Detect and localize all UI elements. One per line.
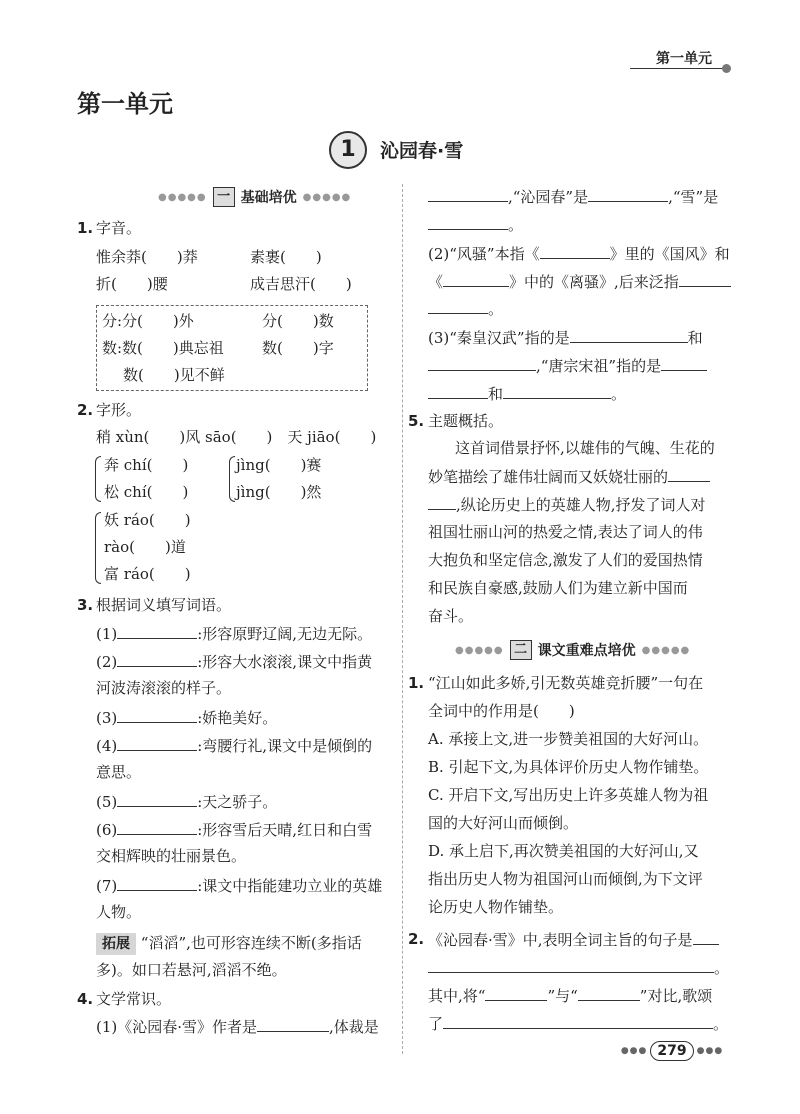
s2q2-blank-line: 。 [428, 956, 729, 979]
q3-item-7: (7) :课文中指能建功立业的英雄 [96, 874, 382, 897]
lesson-title: 沁园春·雪 [380, 140, 464, 162]
answer-blank[interactable] [428, 354, 536, 371]
q4-item-3-cont: ,“唐宗宋祖”指的是 [428, 354, 707, 377]
answer-blank[interactable] [443, 270, 509, 287]
q4-item-2-end: 。 [428, 297, 503, 320]
s2q1-option-d-cont: 指出历史人物为祖国河山而倾倒,为下文评 [428, 870, 703, 888]
answer-blank[interactable] [117, 650, 197, 667]
answer-blank[interactable] [570, 326, 688, 343]
q2-number: 2. [77, 401, 94, 419]
answer-blank[interactable] [117, 706, 197, 723]
answer-blank[interactable] [428, 297, 488, 314]
q2-item: rào( )道 [104, 538, 186, 556]
q1-box-item: 数:数( )典忘祖 [102, 339, 224, 357]
answer-blank[interactable] [503, 382, 611, 399]
section-2-header [455, 639, 690, 661]
s2q1-option-a[interactable]: A. 承接上文,进一步赞美祖国的大好河山。 [428, 730, 709, 748]
q4-title: 文学常识。 [96, 990, 172, 1008]
q5-line: 妙笔描绘了雄伟壮阔而又妖娆壮丽的 [428, 465, 710, 488]
answer-blank[interactable] [693, 928, 719, 945]
s2q1-option-d-cont: 论历史人物作铺垫。 [428, 898, 564, 916]
extension-line-2: 多)。如口若悬河,滔滔不绝。 [96, 961, 287, 979]
dots-decoration: ●●●●● [158, 191, 207, 203]
q3-item-2-cont: 河波涛滚滚的样子。 [96, 679, 232, 697]
q1-box-item: 数( )字 [262, 339, 334, 357]
q5-line: 和民族自豪感,鼓励人们为建立新中国而 [428, 579, 688, 597]
answer-blank[interactable] [117, 622, 197, 639]
page-number: 279 [650, 1041, 693, 1061]
q1-item: 成吉思汗( ) [250, 275, 352, 293]
q4-number: 4. [77, 990, 94, 1008]
q2-item: 稍 xùn( )风 sāo( ) 天 jiāo( ) [96, 428, 377, 446]
s2q1-option-c-cont: 国的大好河山而倾倒。 [428, 814, 579, 832]
extension-label: 拓展 [96, 933, 136, 955]
section-2-title: 课文重难点培优 [537, 643, 636, 659]
answer-blank[interactable] [117, 790, 197, 807]
s2q1-number: 1. [408, 674, 425, 692]
answer-blank[interactable] [257, 1015, 329, 1032]
q2-title: 字形。 [96, 401, 142, 419]
answer-blank[interactable] [428, 382, 488, 399]
q3-item-6-cont: 交相辉映的壮丽景色。 [96, 847, 247, 865]
q1-number: 1. [77, 219, 94, 237]
column-divider [402, 184, 403, 1054]
unit-tag-line [630, 68, 726, 69]
q4-item-2: (2)“风骚”本指《 》里的《国风》和 [428, 242, 730, 265]
answer-blank[interactable] [443, 1012, 713, 1029]
brace [229, 456, 235, 502]
answer-blank[interactable] [428, 956, 714, 973]
q2-item: 奔 chí( ) [104, 456, 189, 474]
q4-item-1: (1)《沁园春·雪》作者是 ,体裁是 [96, 1015, 379, 1038]
q1-box-item: 数( )见不鲜 [123, 366, 225, 384]
section-1-title: 基础培优 [240, 190, 297, 206]
q4-item-1-end: 。 [428, 213, 523, 236]
answer-blank[interactable] [578, 984, 640, 1001]
q2-item: jìng( )然 [236, 483, 322, 501]
answer-blank[interactable] [679, 270, 731, 287]
answer-blank[interactable] [428, 493, 456, 510]
q4-item-1-cont: ,“沁园春”是 ,“雪”是 [428, 185, 718, 208]
q5-line: ,纵论历史上的英雄人物,抒发了词人对 [428, 493, 706, 516]
s2q1-stem: “江山如此多娇,引无数英雄竞折腰”一句在 [428, 674, 704, 692]
q1-item: 折( )腰 [96, 275, 168, 293]
answer-blank[interactable] [428, 185, 508, 202]
q5-title: 主题概括。 [428, 412, 504, 430]
unit-title: 第一单元 [77, 90, 173, 118]
answer-blank[interactable] [588, 185, 668, 202]
dots-decoration: ●●●●● [455, 644, 504, 656]
extension-line-1: 拓展 “滔滔”,也可形容连续不断(多指话 [96, 932, 362, 955]
section-1-header [158, 186, 351, 208]
q5-number: 5. [408, 412, 425, 430]
q1-item: 素裹( ) [250, 248, 322, 266]
s2q1-option-b[interactable]: B. 引起下文,为具体评价历史人物作铺垫。 [428, 758, 709, 776]
answer-blank[interactable] [668, 465, 710, 482]
dots-decoration: ●●● [696, 1046, 724, 1056]
q3-item-3: (3) :娇艳美好。 [96, 706, 277, 729]
q5-line: 大抱负和坚定信念,激发了人们的爱国热情 [428, 551, 703, 569]
q1-box-item: 分:分( )外 [102, 312, 194, 330]
q4-item-3-end: 和 。 [428, 382, 626, 405]
answer-blank[interactable] [540, 242, 610, 259]
unit-tag: 第一单元 [656, 51, 712, 67]
q3-item-5: (5) :天之骄子。 [96, 790, 277, 813]
q5-line: 这首词借景抒怀,以雄伟的气魄、生花的 [455, 439, 715, 457]
lesson-number: 1 [329, 131, 367, 169]
q5-line: 奋斗。 [428, 607, 474, 625]
answer-blank[interactable] [428, 213, 508, 230]
brace [95, 456, 101, 502]
q3-number: 3. [77, 596, 94, 614]
q2-item: 妖 ráo( ) [104, 511, 191, 529]
q3-title: 根据词义填写词语。 [96, 596, 232, 614]
q1-box-item: 分( )数 [262, 312, 334, 330]
s2q2-number: 2. [408, 930, 425, 948]
dots-decoration: ●●●●● [641, 644, 691, 656]
q3-item-4: (4) :弯腰行礼,课文中是倾倒的 [96, 734, 372, 757]
s2q1-option-d[interactable]: D. 承上启下,再次赞美祖国的大好河山,又 [428, 842, 699, 860]
section-1-number: 一 [213, 187, 235, 207]
s2q1-option-c[interactable]: C. 开启下文,写出历史上许多英雄人物为祖 [428, 786, 709, 804]
answer-blank[interactable] [117, 818, 197, 835]
s2q1-stem: 全词中的作用是( ) [428, 702, 575, 720]
q4-item-3: (3)“秦皇汉武”指的是 和 [428, 326, 703, 349]
q3-item-1: (1) :形容原野辽阔,无边无际。 [96, 622, 372, 645]
dots-decoration: ●●●●● [302, 191, 352, 203]
q2-item: 富 ráo( ) [104, 565, 191, 583]
brace [95, 512, 101, 584]
q5-line: 祖国壮丽山河的热爱之情,表达了词人的伟 [428, 523, 703, 541]
s2q2-stem: 《沁园春·雪》中,表明全词主旨的句子是 [428, 928, 719, 951]
page-number-badge [621, 1040, 723, 1062]
answer-blank[interactable] [117, 734, 197, 751]
q4-item-2-cont: 《 》中的《离骚》,后来泛指 [428, 270, 731, 293]
q2-item: 松 chí( ) [104, 483, 189, 501]
section-2-number: 二 [510, 640, 532, 660]
q3-item-7-cont: 人物。 [96, 903, 142, 921]
q1-item: 惟余莽( )莽 [96, 248, 198, 266]
answer-blank[interactable] [485, 984, 547, 1001]
answer-blank[interactable] [117, 874, 197, 891]
answer-blank[interactable] [661, 354, 707, 371]
s2q2-compare: 其中,将“ ”与“ ”对比,歌颂 [428, 984, 712, 1007]
dots-decoration: ●●● [620, 1046, 648, 1056]
q3-item-6: (6) :形容雪后天晴,红日和白雪 [96, 818, 372, 841]
q2-item: jìng( )赛 [236, 456, 322, 474]
q3-item-4-cont: 意思。 [96, 763, 142, 781]
unit-tag-dot [722, 64, 731, 73]
q3-item-2: (2) :形容大水滚滚,课文中指黄 [96, 650, 372, 673]
q1-title: 字音。 [96, 219, 142, 237]
s2q2-praise: 了 。 [428, 1012, 728, 1035]
